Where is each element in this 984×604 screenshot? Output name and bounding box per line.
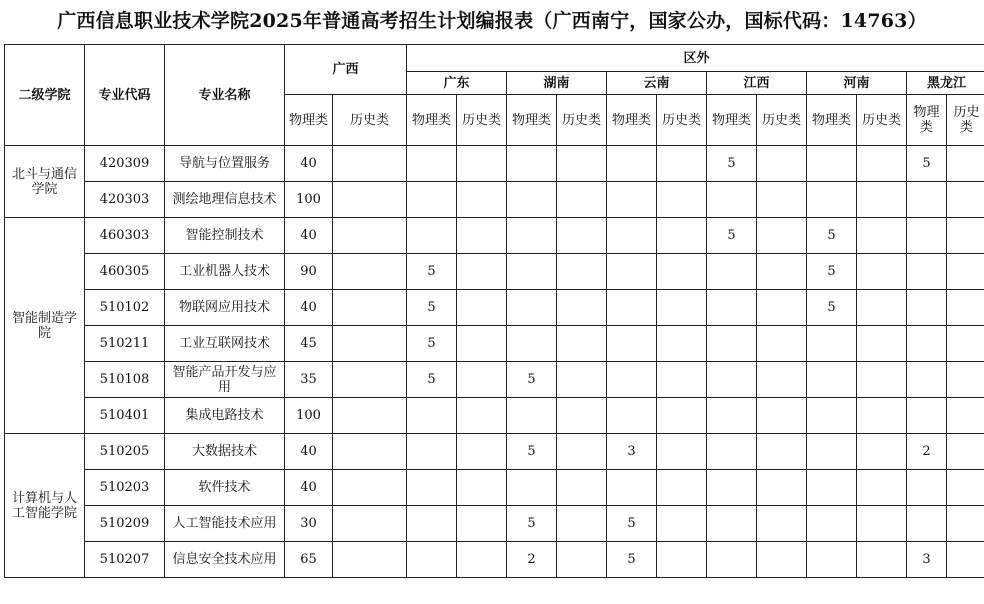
table-row — [5, 290, 984, 326]
outside-history-cell — [757, 434, 807, 470]
outside-physics-cell — [907, 182, 947, 218]
enrollment-plan-table — [4, 44, 984, 578]
outside-physics-cell — [707, 254, 757, 290]
outside-history-cell — [857, 506, 907, 542]
outside-physics-cell — [407, 218, 457, 254]
outside-history-cell — [557, 506, 607, 542]
outside-history-cell — [657, 434, 707, 470]
guangxi-physics-cell: 30 — [285, 506, 333, 542]
outside-physics-cell — [407, 146, 457, 182]
outside-history-cell — [457, 254, 507, 290]
major-code-cell: 510207 — [85, 542, 165, 578]
outside-physics-cell — [907, 470, 947, 506]
outside-history-cell — [947, 182, 984, 218]
outside-physics-cell: 5 — [407, 290, 457, 326]
outside-history-cell — [557, 182, 607, 218]
header-history: 历史类 — [333, 95, 407, 146]
outside-history-cell — [457, 182, 507, 218]
guangxi-history-cell — [333, 290, 407, 326]
table-row — [5, 434, 984, 470]
outside-physics-cell: 5 — [907, 146, 947, 182]
header-history: 历史类 — [757, 95, 807, 146]
outside-history-cell — [557, 434, 607, 470]
outside-physics-cell — [507, 398, 557, 434]
outside-history-cell — [657, 506, 707, 542]
outside-history-cell — [457, 362, 507, 398]
header-name: 专业名称 — [165, 45, 285, 146]
outside-history-cell — [947, 542, 984, 578]
guangxi-physics-cell: 65 — [285, 542, 333, 578]
outside-physics-cell: 5 — [407, 362, 457, 398]
table-row — [5, 470, 984, 506]
outside-physics-cell — [407, 182, 457, 218]
outside-physics-cell: 5 — [507, 362, 557, 398]
outside-physics-cell — [507, 218, 557, 254]
outside-physics-cell — [407, 542, 457, 578]
outside-physics-cell — [807, 326, 857, 362]
major-name-cell: 集成电路技术 — [165, 398, 285, 434]
table-row — [5, 542, 984, 578]
table-row — [5, 146, 984, 182]
outside-physics-cell — [807, 182, 857, 218]
guangxi-physics-cell: 100 — [285, 398, 333, 434]
header-history: 历史类 — [947, 95, 984, 146]
major-name-cell: 大数据技术 — [165, 434, 285, 470]
outside-history-cell — [457, 506, 507, 542]
outside-physics-cell: 5 — [607, 542, 657, 578]
outside-physics-cell: 5 — [707, 146, 757, 182]
header-physics: 物理类 — [285, 95, 333, 146]
major-code-cell: 510203 — [85, 470, 165, 506]
college-cell: 计算机与人工智能学院 — [5, 434, 85, 578]
outside-history-cell — [757, 182, 807, 218]
header-province: 云南 — [607, 72, 707, 95]
outside-history-cell — [457, 326, 507, 362]
outside-physics-cell — [907, 326, 947, 362]
outside-history-cell — [757, 218, 807, 254]
header-outside: 区外 — [407, 45, 984, 72]
guangxi-history-cell — [333, 362, 407, 398]
outside-history-cell — [857, 398, 907, 434]
table-row — [5, 398, 984, 434]
outside-history-cell — [557, 470, 607, 506]
outside-history-cell — [757, 362, 807, 398]
major-code-cell: 420309 — [85, 146, 165, 182]
major-name-cell: 导航与位置服务 — [165, 146, 285, 182]
outside-physics-cell — [907, 506, 947, 542]
outside-history-cell — [457, 434, 507, 470]
header-college: 二级学院 — [5, 45, 85, 146]
outside-physics-cell: 5 — [507, 434, 557, 470]
outside-history-cell — [557, 254, 607, 290]
outside-history-cell — [857, 326, 907, 362]
outside-history-cell — [457, 470, 507, 506]
header-province: 湖南 — [507, 72, 607, 95]
major-name-cell: 工业机器人技术 — [165, 254, 285, 290]
outside-physics-cell — [607, 218, 657, 254]
table-row — [5, 362, 984, 398]
outside-history-cell — [657, 254, 707, 290]
guangxi-history-cell — [333, 434, 407, 470]
outside-physics-cell — [607, 146, 657, 182]
outside-physics-cell: 2 — [907, 434, 947, 470]
outside-physics-cell: 5 — [707, 218, 757, 254]
table-row — [5, 218, 984, 254]
outside-history-cell — [557, 146, 607, 182]
outside-physics-cell — [507, 290, 557, 326]
guangxi-history-cell — [333, 146, 407, 182]
outside-history-cell — [947, 398, 984, 434]
outside-history-cell — [457, 398, 507, 434]
header-physics: 物理类 — [807, 95, 857, 146]
outside-history-cell — [657, 470, 707, 506]
outside-history-cell — [857, 470, 907, 506]
guangxi-physics-cell: 100 — [285, 182, 333, 218]
major-name-cell: 信息安全技术应用 — [165, 542, 285, 578]
outside-physics-cell — [707, 326, 757, 362]
guangxi-history-cell — [333, 506, 407, 542]
outside-physics-cell: 2 — [507, 542, 557, 578]
header-province: 广东 — [407, 72, 507, 95]
guangxi-history-cell — [333, 542, 407, 578]
outside-history-cell — [657, 326, 707, 362]
outside-physics-cell — [707, 398, 757, 434]
outside-physics-cell — [407, 506, 457, 542]
major-code-cell: 510401 — [85, 398, 165, 434]
outside-physics-cell: 5 — [507, 506, 557, 542]
outside-physics-cell — [607, 290, 657, 326]
outside-physics-cell — [707, 470, 757, 506]
major-name-cell: 智能控制技术 — [165, 218, 285, 254]
guangxi-history-cell — [333, 218, 407, 254]
table-row — [5, 326, 984, 362]
outside-physics-cell — [807, 542, 857, 578]
outside-physics-cell — [607, 398, 657, 434]
outside-history-cell — [757, 542, 807, 578]
outside-history-cell — [457, 146, 507, 182]
header-physics: 物理类 — [607, 95, 657, 146]
header-physics: 物理类 — [507, 95, 557, 146]
outside-history-cell — [757, 254, 807, 290]
guangxi-history-cell — [333, 398, 407, 434]
major-name-cell: 测绘地理信息技术 — [165, 182, 285, 218]
outside-physics-cell: 5 — [607, 506, 657, 542]
table-row — [5, 254, 984, 290]
outside-history-cell — [457, 542, 507, 578]
outside-physics-cell — [807, 398, 857, 434]
outside-history-cell — [557, 542, 607, 578]
outside-history-cell — [457, 290, 507, 326]
header-physics: 物理类 — [907, 95, 947, 146]
outside-physics-cell — [707, 290, 757, 326]
major-name-cell: 智能产品开发与应用 — [165, 362, 285, 398]
header-history: 历史类 — [857, 95, 907, 146]
header-province: 黑龙江 — [907, 72, 984, 95]
outside-history-cell — [657, 542, 707, 578]
outside-physics-cell — [907, 218, 947, 254]
outside-history-cell — [947, 362, 984, 398]
major-code-cell: 510108 — [85, 362, 165, 398]
outside-history-cell — [657, 362, 707, 398]
header-province: 河南 — [807, 72, 907, 95]
outside-history-cell — [947, 434, 984, 470]
guangxi-physics-cell: 40 — [285, 290, 333, 326]
outside-physics-cell — [907, 398, 947, 434]
outside-history-cell — [757, 398, 807, 434]
college-cell: 北斗与通信学院 — [5, 146, 85, 218]
outside-physics-cell: 5 — [807, 254, 857, 290]
header-history: 历史类 — [557, 95, 607, 146]
outside-history-cell — [657, 146, 707, 182]
outside-physics-cell — [407, 434, 457, 470]
header-physics: 物理类 — [407, 95, 457, 146]
guangxi-physics-cell: 35 — [285, 362, 333, 398]
outside-physics-cell — [707, 506, 757, 542]
guangxi-history-cell — [333, 182, 407, 218]
header-province: 江西 — [707, 72, 807, 95]
outside-physics-cell — [507, 146, 557, 182]
outside-history-cell — [657, 182, 707, 218]
outside-physics-cell — [707, 362, 757, 398]
outside-history-cell — [857, 182, 907, 218]
outside-history-cell — [857, 434, 907, 470]
outside-physics-cell — [807, 146, 857, 182]
outside-physics-cell — [507, 182, 557, 218]
outside-physics-cell — [707, 182, 757, 218]
major-code-cell: 510102 — [85, 290, 165, 326]
outside-physics-cell — [607, 254, 657, 290]
guangxi-physics-cell: 40 — [285, 218, 333, 254]
guangxi-physics-cell: 40 — [285, 146, 333, 182]
outside-history-cell — [557, 326, 607, 362]
college-cell: 智能制造学院 — [5, 218, 85, 434]
outside-physics-cell — [507, 326, 557, 362]
outside-history-cell — [857, 254, 907, 290]
outside-history-cell — [947, 470, 984, 506]
outside-physics-cell — [407, 470, 457, 506]
outside-history-cell — [757, 470, 807, 506]
major-name-cell: 软件技术 — [165, 470, 285, 506]
outside-history-cell — [947, 146, 984, 182]
outside-physics-cell — [807, 362, 857, 398]
outside-history-cell — [557, 290, 607, 326]
outside-history-cell — [757, 290, 807, 326]
outside-physics-cell — [607, 326, 657, 362]
major-name-cell: 物联网应用技术 — [165, 290, 285, 326]
outside-history-cell — [657, 218, 707, 254]
outside-physics-cell: 5 — [407, 326, 457, 362]
outside-physics-cell — [807, 434, 857, 470]
outside-history-cell — [757, 146, 807, 182]
outside-physics-cell — [607, 362, 657, 398]
outside-history-cell — [557, 362, 607, 398]
outside-history-cell — [657, 290, 707, 326]
outside-history-cell — [757, 326, 807, 362]
outside-physics-cell — [507, 470, 557, 506]
outside-physics-cell — [907, 362, 947, 398]
major-name-cell: 人工智能技术应用 — [165, 506, 285, 542]
guangxi-history-cell — [333, 326, 407, 362]
outside-history-cell — [947, 290, 984, 326]
outside-history-cell — [947, 218, 984, 254]
outside-physics-cell — [907, 254, 947, 290]
outside-physics-cell — [807, 506, 857, 542]
major-code-cell: 460303 — [85, 218, 165, 254]
page-title: 广西信息职业技术学院2025年普通高考招生计划编报表（广西南宁，国家公办，国标代码：14763） — [57, 10, 927, 32]
major-code-cell: 510209 — [85, 506, 165, 542]
table-row — [5, 506, 984, 542]
outside-physics-cell — [607, 182, 657, 218]
major-code-cell: 460305 — [85, 254, 165, 290]
outside-physics-cell: 5 — [807, 290, 857, 326]
header-code: 专业代码 — [85, 45, 165, 146]
outside-history-cell — [857, 542, 907, 578]
outside-physics-cell: 3 — [607, 434, 657, 470]
major-code-cell: 420303 — [85, 182, 165, 218]
outside-history-cell — [457, 218, 507, 254]
outside-history-cell — [757, 506, 807, 542]
outside-physics-cell: 5 — [807, 218, 857, 254]
outside-history-cell — [857, 362, 907, 398]
outside-history-cell — [947, 326, 984, 362]
outside-physics-cell — [507, 254, 557, 290]
header-guangxi: 广西 — [285, 45, 407, 95]
guangxi-physics-cell: 90 — [285, 254, 333, 290]
outside-history-cell — [557, 398, 607, 434]
outside-history-cell — [857, 146, 907, 182]
guangxi-physics-cell: 40 — [285, 470, 333, 506]
guangxi-physics-cell: 40 — [285, 434, 333, 470]
outside-history-cell — [857, 290, 907, 326]
outside-physics-cell — [407, 398, 457, 434]
table-row — [5, 182, 984, 218]
outside-physics-cell: 5 — [407, 254, 457, 290]
guangxi-history-cell — [333, 254, 407, 290]
major-code-cell: 510205 — [85, 434, 165, 470]
outside-history-cell — [947, 254, 984, 290]
guangxi-history-cell — [333, 470, 407, 506]
major-code-cell: 510211 — [85, 326, 165, 362]
outside-physics-cell — [807, 470, 857, 506]
major-name-cell: 工业互联网技术 — [165, 326, 285, 362]
header-history: 历史类 — [457, 95, 507, 146]
outside-physics-cell — [707, 434, 757, 470]
outside-physics-cell: 3 — [907, 542, 947, 578]
outside-history-cell — [557, 218, 607, 254]
outside-physics-cell — [907, 290, 947, 326]
header-history: 历史类 — [657, 95, 707, 146]
outside-history-cell — [657, 398, 707, 434]
outside-physics-cell — [707, 542, 757, 578]
outside-physics-cell — [607, 470, 657, 506]
outside-history-cell — [857, 218, 907, 254]
header-physics: 物理类 — [707, 95, 757, 146]
guangxi-physics-cell: 45 — [285, 326, 333, 362]
outside-history-cell — [947, 506, 984, 542]
